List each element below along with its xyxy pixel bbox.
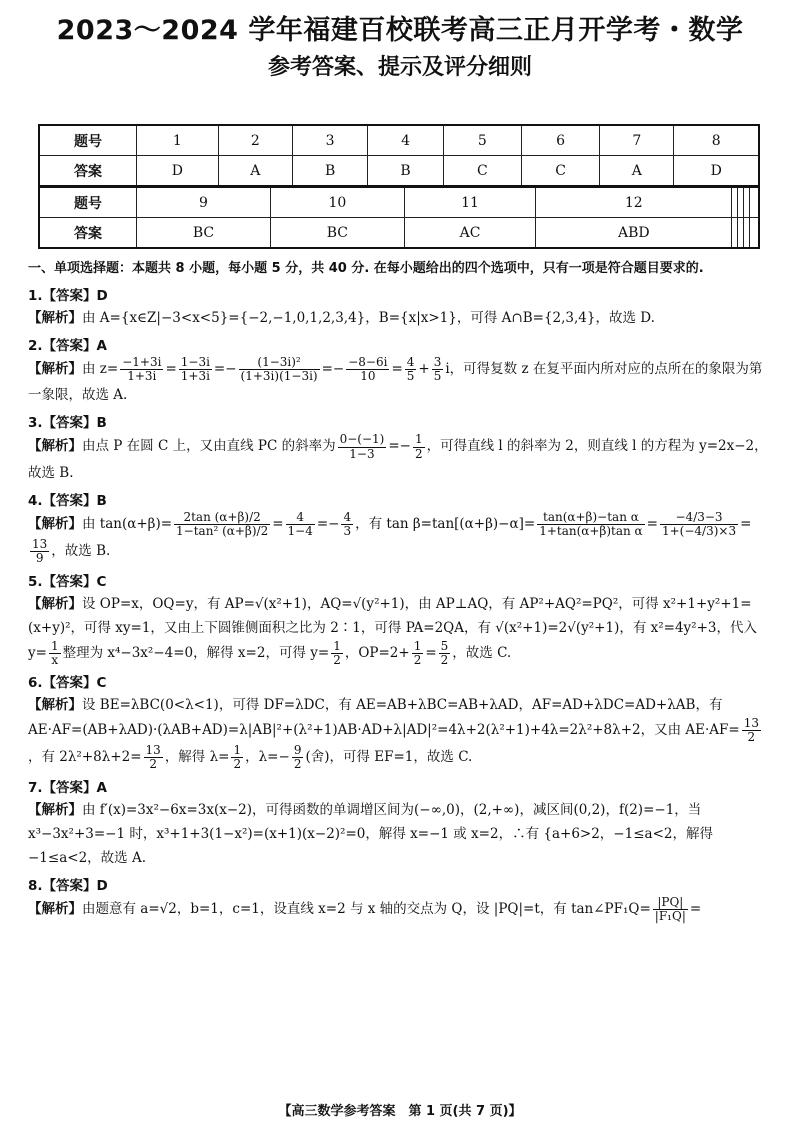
table-cell: BC [137, 218, 271, 249]
explanation-3: 【解析】由点 P 在圆 C 上，又由直线 PC 的斜率为 $\frac{0-(-1)}{1-3}$ =− $\frac{1}{2}$ ，可得直线 l 的斜率为 2，则直线 l 的方程为 y=2x−2，故选 B. [28, 432, 768, 481]
table-cell: 7 [600, 125, 674, 156]
table-cell: A [218, 156, 292, 187]
explanation-5: 【解析】设 OP=x，OQ=y，有 AP=√(x²+1)，AQ=√(y²+1)，由 AP⊥AQ，有 AP²+AQ²=PQ²，可得 x²+1+y²+1=(x+y)²，可得 xy=1，又由上下圆锥侧面积之比为 2∶1，可得 PA=2QA，有 √(x²+1)=2√(y²+1)，有 x²=4y²+3，代入 y= $\frac{1}{x}$ 整理为 x⁴−3x²−4=0，解得 x=2，可得 y= $\frac{1}{2}$ ，OP=2+ $\frac{1}{2}$ = $\frac{5}{2}$ ，故选 C. [28, 595, 757, 667]
answer-heading-2: 2.【答案】A [28, 338, 107, 354]
table-cell: 4 [368, 125, 443, 156]
page-title: 2023～2024 学年福建百校联考高三正月开学考・数学 [56, 15, 744, 46]
answer-table-1 [38, 124, 760, 187]
table-row [39, 156, 759, 187]
table-cell: 8 [674, 125, 759, 156]
table-cell: 12 [536, 187, 732, 218]
table-row [39, 187, 759, 218]
page-footer: 【高三数学参考答案 第 1 页(共 7 页)】 [278, 1104, 522, 1119]
table-cell: 2 [218, 125, 292, 156]
table-cell: D [674, 156, 759, 187]
table-cell: A [600, 156, 674, 187]
table-cell: 11 [404, 187, 535, 218]
explanation-4: 【解析】由 tan(α+β)= $\frac{2\tan (\alpha+\beta)/2}{\text{1−tan² (α+β)/2}}$ = $\frac{4}{1-4}$ =− $\frac{4}{3}$ ，有 tan β=tan[(α+β)−α]= $\frac{\text{tan(α+β)−tan α}}{\text{1+tan(α+β)tan α}}$ = $\frac{-4/3-3}{1+(-4/3)\times 3}$ = $\frac{13}{9}$ ，故选 B. [28, 509, 752, 566]
answer-heading-3: 3.【答案】B [28, 415, 107, 432]
table-cell [750, 218, 759, 249]
explanation-6: 【解析】设 BE=λBC(0<λ<1)，可得 DF=λDC，有 AE=AB+λBC=AB+λAD，AF=AD+λDC=AD+λAB，有 AE·AF=(AB+λAD)·(λAB+AD)=λ|AB|²+(λ²+1)AB·AD+λ|AD|²=4λ+2(λ²+1)+4λ=2λ²+8λ+2，又由 AE·AF= $\frac{13}{2}$ ，有 2λ²+8λ+2= $\frac{13}{2}$ ，解得 λ= $\frac{1}{2}$ ，λ=− $\frac{9}{2}$ (舍)，可得 EF=1，故选 C. [28, 696, 759, 772]
answer-heading-8: 8.【答案】D [28, 877, 108, 894]
table-cell: 9 [137, 187, 271, 218]
table-cell: C [521, 156, 599, 187]
table-cell: 题号 [39, 125, 137, 156]
explanation-7: 【解析】由 f′(x)=3x²−6x=3x(x−2)，可得函数的单调增区间为(−∞,0)，(2,+∞)，减区间(0,2)，f(2)=−1，当 x³−3x²+3=−1 时，x³+1+3(1−x²)=(x+1)(x−2)²=0，解得 x=−1 或 x=2，∴有 {a+6>2，−1≤a<2，解得 −1≤a<2，故选 A. [28, 801, 713, 866]
table-cell: 1 [137, 125, 219, 156]
table-cell: B [368, 156, 443, 187]
table-cell: 答案 [39, 218, 137, 249]
answer-heading-6: 6.【答案】C [28, 674, 107, 691]
table-cell: BC [270, 218, 404, 249]
table-cell: D [137, 156, 219, 187]
solutions [28, 258, 770, 923]
answer-heading-5: 5.【答案】C [28, 573, 107, 590]
table-cell: 5 [443, 125, 521, 156]
answer-table-2 [38, 186, 760, 249]
table-cell: 3 [292, 125, 367, 156]
answer-heading-4: 4.【答案】B [28, 492, 107, 509]
table-cell: B [292, 156, 367, 187]
answer-heading-7: 7.【答案】A [28, 779, 107, 796]
table-cell: 题号 [39, 187, 137, 218]
table-cell: ABD [536, 218, 732, 249]
table-row [39, 125, 759, 156]
explanation-2: 【解析】由 z= $\frac{-1+3i}{1+3i}$ = $\frac{1-3i}{1+3i}$ =− $\frac{\text{(1−3i)²}}{(1+3i)(1-3i)}$ =− $\frac{-8-6i}{10}$ = $\frac{4}{5}$ + $\frac{3}{5}$ i，可得复数 z 在复平面内所对应的点所在的象限为第一象限，故选 A. [28, 355, 763, 404]
table-cell: 6 [521, 125, 599, 156]
explanation-1: 【解析】由 A={x∈Z|−3<x<5}={−2,−1,0,1,2,3,4}，B={x|x>1}，可得 A∩B={2,3,4}，故选 D. [28, 310, 655, 326]
page-subtitle: 参考答案、提示及评分细则 [267, 55, 532, 80]
table-row [39, 218, 759, 249]
table-cell: C [443, 156, 521, 187]
answer-heading-1: 1.【答案】D [28, 288, 108, 304]
table-cell: 10 [270, 187, 404, 218]
section-heading: 一、单项选择题：本题共 8 小题，每小题 5 分，共 40 分. 在每小题给出的四个选项中，只有一项是符合题目要求的. [28, 261, 704, 276]
explanation-8: 【解析】由题意有 a=√2，b=1，c=1，设直线 x=2 与 x 轴的交点为 Q，设 |PQ|=t，有 tan∠PF₁Q= $\frac{|PQ|}{\text{|F₁Q|}}$ = [28, 894, 702, 923]
table-cell [750, 187, 759, 218]
table-cell: 答案 [39, 156, 137, 187]
table-cell: AC [404, 218, 535, 249]
